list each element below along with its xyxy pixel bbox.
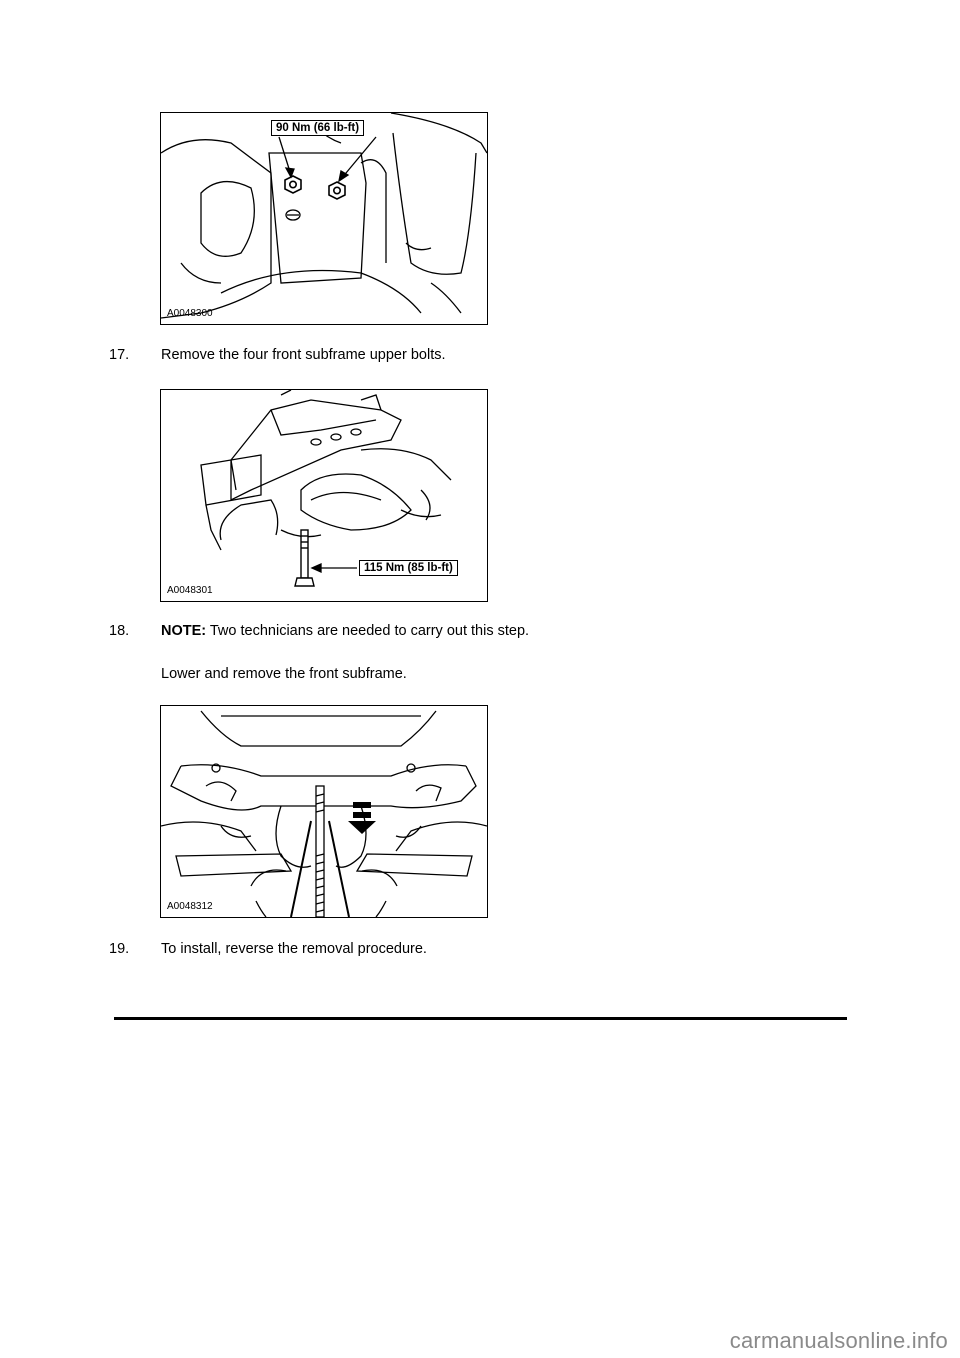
step-number: 19. <box>109 941 130 957</box>
figure-id: A0048312 <box>167 901 213 912</box>
section-divider <box>114 1017 847 1020</box>
hex-bolt-icon <box>285 176 301 193</box>
step-number: 18. <box>109 623 130 639</box>
figure-a0048301 <box>160 389 488 602</box>
step-text: Remove the four front subframe upper bolts. <box>161 347 446 363</box>
figure-id: A0048301 <box>167 585 213 596</box>
watermark: carmanualsonline.info <box>729 1328 948 1353</box>
bolt-icon <box>295 530 314 586</box>
hex-bolt-icon <box>329 182 345 199</box>
figure-a0048312 <box>160 705 488 918</box>
figure-id: A0048300 <box>167 308 213 319</box>
arrow-down-icon <box>348 802 376 834</box>
figure-drawing-subframe-lowering <box>161 706 487 917</box>
threaded-rod-icon <box>316 786 324 917</box>
figure-drawing-bracket-bolts <box>161 113 487 324</box>
step-note <box>161 623 529 639</box>
note-text: Two technicians are needed to carry out this step. <box>206 623 530 639</box>
step-number: 17. <box>109 347 130 363</box>
torque-callout: 90 Nm (66 lb-ft) <box>271 120 364 136</box>
figure-a0048300 <box>160 112 488 325</box>
step-text: Lower and remove the front subframe. <box>161 666 407 682</box>
torque-callout: 115 Nm (85 lb-ft) <box>359 560 458 576</box>
note-label: NOTE: <box>161 623 207 639</box>
step-text: To install, reverse the removal procedure. <box>161 941 427 957</box>
